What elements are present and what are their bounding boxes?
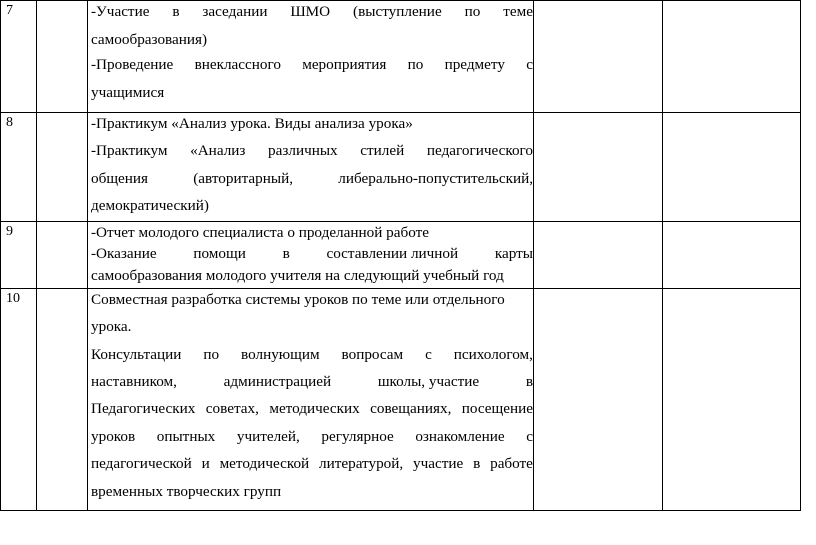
word: учащимися xyxy=(91,84,165,101)
word: временных творческих групп xyxy=(91,483,282,500)
word: работе xyxy=(490,455,533,472)
row-number: 10 xyxy=(6,291,20,306)
word: самообразования молодого учителя на следующий учебный год xyxy=(91,267,504,284)
word: учителей, xyxy=(236,428,300,445)
word: посещение xyxy=(461,400,533,417)
description-line xyxy=(91,142,533,160)
row-number: 7 xyxy=(6,3,13,18)
word: методической xyxy=(219,455,310,472)
word: стилей xyxy=(360,142,405,159)
word: регулярное xyxy=(321,428,394,445)
table-border xyxy=(662,0,663,511)
word: с xyxy=(425,346,432,363)
word: педагогического xyxy=(426,142,533,159)
description-line xyxy=(91,373,533,391)
word: общения xyxy=(91,170,148,187)
table-border xyxy=(0,288,801,289)
word: с xyxy=(526,56,533,73)
word: заседании xyxy=(202,3,268,20)
word: -Практикум xyxy=(91,142,168,159)
description-line xyxy=(91,267,533,285)
word: вопросам xyxy=(341,346,404,363)
word: Консультации xyxy=(91,346,182,363)
word: в xyxy=(282,245,290,262)
description-line xyxy=(91,170,533,188)
word: в xyxy=(172,3,180,20)
table-border xyxy=(87,0,88,511)
word: Совместная разработка системы уроков по теме или отдельного xyxy=(91,291,505,308)
description-line xyxy=(91,483,533,501)
word: с xyxy=(526,428,533,445)
description-line xyxy=(91,224,533,242)
word: педагогической xyxy=(91,455,192,472)
word: демократический) xyxy=(91,197,209,214)
word: составлении личной xyxy=(326,245,459,262)
word: -Отчет молодого специалиста о проделанной работе xyxy=(91,224,429,241)
table-border xyxy=(533,0,534,511)
word: участие xyxy=(413,455,464,472)
description-line xyxy=(91,115,533,133)
word: литературой, xyxy=(319,455,404,472)
word: школы, участие xyxy=(377,373,480,390)
word: урока. xyxy=(91,318,132,335)
word: совещаниях, xyxy=(370,400,452,417)
description-line xyxy=(91,56,533,74)
table-border xyxy=(36,0,37,511)
table-border xyxy=(0,0,1,511)
description-line xyxy=(91,31,533,49)
row-number: 8 xyxy=(6,115,13,130)
description-line xyxy=(91,245,533,263)
description-line xyxy=(91,455,533,473)
word: по xyxy=(203,346,220,363)
word: (выступление xyxy=(353,3,442,20)
table-border xyxy=(0,221,801,222)
word: по xyxy=(407,56,424,73)
word: теме xyxy=(503,3,533,20)
word: психологом, xyxy=(453,346,533,363)
word: волнующим xyxy=(241,346,320,363)
description-line xyxy=(91,428,533,446)
description-line xyxy=(91,84,533,102)
word: (авторитарный, xyxy=(193,170,294,187)
word: предмету xyxy=(444,56,505,73)
word: -Практикум «Анализ урока. Виды анализа урока» xyxy=(91,115,413,132)
word: Педагогических xyxy=(91,400,196,417)
description-line xyxy=(91,346,533,364)
word: наставником, xyxy=(91,373,177,390)
word: уроков xyxy=(91,428,136,445)
table-border xyxy=(0,0,801,1)
word: -Оказание xyxy=(91,245,157,262)
word: опытных xyxy=(156,428,216,445)
word: либерально-попустительский, xyxy=(338,170,533,187)
word: «Анализ xyxy=(190,142,246,159)
word: -Участие xyxy=(91,3,150,20)
word: по xyxy=(464,3,481,20)
table-border xyxy=(0,112,801,113)
word: методических xyxy=(269,400,360,417)
description-line xyxy=(91,291,533,309)
word: администрацией xyxy=(223,373,332,390)
table-border xyxy=(800,0,801,511)
word: в xyxy=(473,455,481,472)
word: самообразования) xyxy=(91,31,208,48)
description-line xyxy=(91,3,533,21)
word: -Проведение xyxy=(91,56,174,73)
description-line xyxy=(91,400,533,418)
word: помощи xyxy=(193,245,246,262)
word: внеклассного xyxy=(194,56,281,73)
word: ознакомление xyxy=(415,428,505,445)
word: и xyxy=(201,455,210,472)
word: советах, xyxy=(205,400,259,417)
word: ШМО xyxy=(290,3,331,20)
word: мероприятия xyxy=(302,56,387,73)
description-line xyxy=(91,318,533,336)
row-number: 9 xyxy=(6,224,13,239)
table-border xyxy=(0,510,801,511)
word: различных xyxy=(268,142,338,159)
word: карты xyxy=(494,245,533,262)
word: в xyxy=(525,373,533,390)
description-line xyxy=(91,197,533,215)
